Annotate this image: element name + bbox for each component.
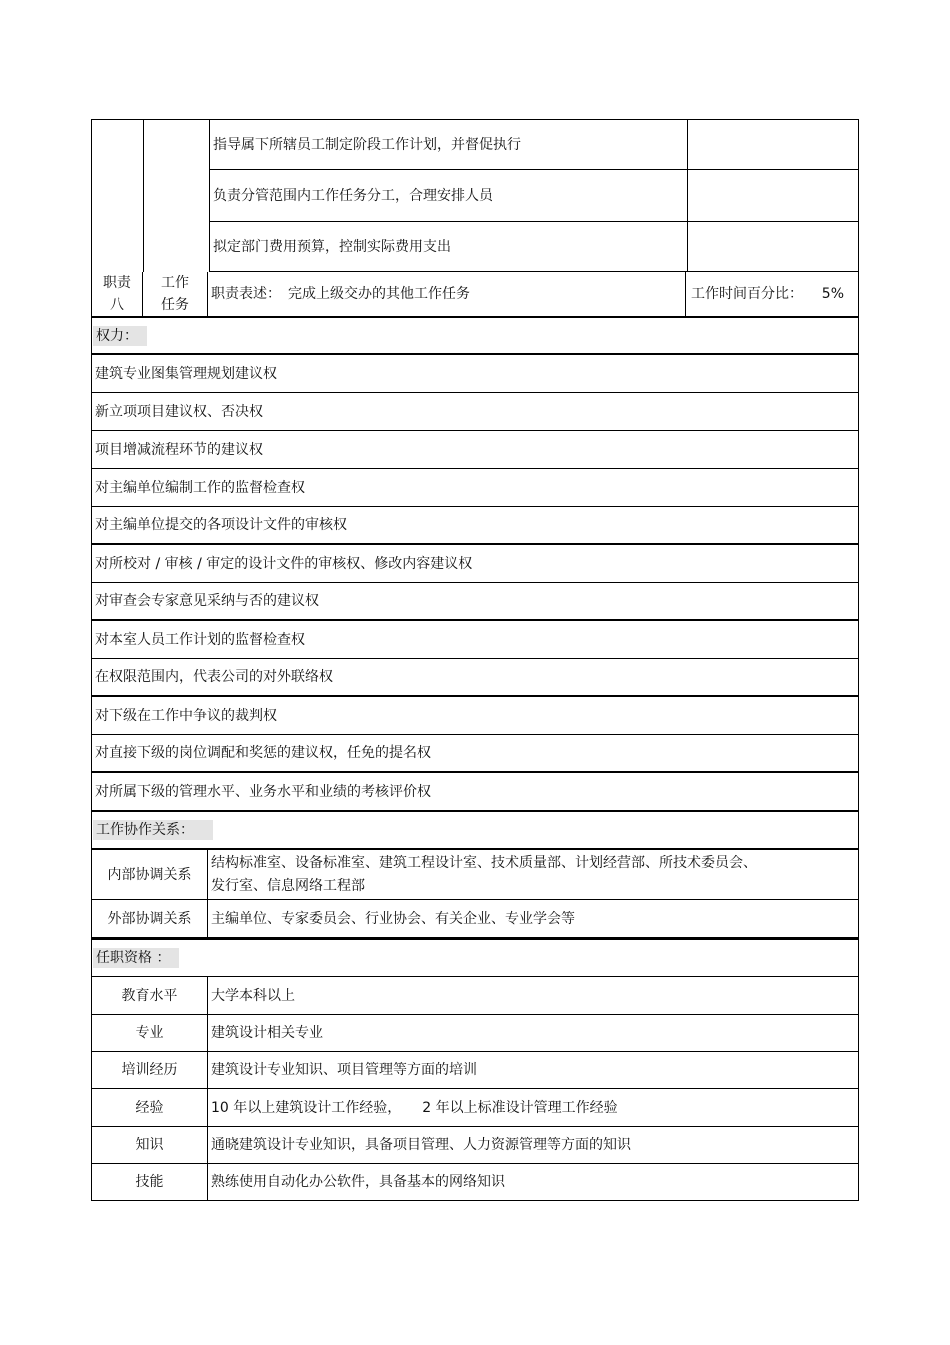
authority-row (92, 735, 858, 773)
authority-row (92, 393, 858, 431)
qualification-value: 大学本科以上 (211, 987, 295, 1004)
duty-8-task-label (143, 272, 208, 316)
authority-item: 建筑专业图集管理规划建议权 (95, 365, 277, 382)
qualification-label: 专业 (92, 1015, 208, 1051)
job-description-document (91, 119, 859, 1201)
internal-relations-line2: 发行室、信息网络工程部 (211, 877, 365, 894)
qualification-label: 技能 (92, 1164, 208, 1200)
authority-item: 对下级在工作中争议的裁判权 (95, 707, 277, 724)
external-relations-row (92, 900, 858, 937)
duty-label-spacer (92, 120, 144, 272)
relations-table (91, 810, 859, 938)
qualification-value: 10 年以上建筑设计工作经验， 2 年以上标准设计管理工作经验 (211, 1099, 618, 1116)
authority-item: 对主编单位提交的各项设计文件的审核权 (95, 517, 347, 533)
qualification-row (92, 1089, 858, 1127)
qualification-value: 建筑设计专业知识、项目管理等方面的培训 (211, 1062, 477, 1078)
authority-row (92, 469, 858, 507)
task-row (210, 222, 858, 272)
authority-item: 对主编单位编制工作的监督检查权 (95, 479, 305, 496)
qualification-value: 熟练使用自动化办公软件，具备基本的网络知识 (211, 1174, 505, 1190)
authority-row (92, 507, 858, 545)
authority-row (92, 545, 858, 583)
duty-8-time (686, 272, 858, 316)
task-time (688, 222, 858, 271)
qualifications-table (91, 937, 859, 1201)
duty-8-label-line2: 八 (110, 297, 124, 313)
authority-row (92, 659, 858, 697)
task-label-spacer (144, 120, 210, 272)
qualification-row (92, 1015, 858, 1052)
task-text: 拟定部门费用预算，控制实际费用支出 (210, 222, 688, 271)
authority-item: 项目增减流程环节的建议权 (95, 441, 263, 458)
duty-8-task-line2: 任务 (161, 297, 189, 313)
authority-header (92, 318, 148, 353)
authority-row (92, 773, 858, 810)
internal-relations-row (92, 850, 858, 900)
qualification-value: 建筑设计相关专业 (211, 1025, 323, 1041)
authority-row (92, 355, 858, 393)
duty-8-label (92, 272, 143, 316)
task-text: 指导属下所辖员工制定阶段工作计划，并督促执行 (210, 120, 688, 169)
authority-row (92, 621, 858, 659)
task-time (688, 120, 858, 169)
duty-8-task-line1: 工作 (161, 275, 189, 291)
external-relations-value: 主编单位、专家委员会、行业协会、有关企业、专业学会等 (211, 910, 575, 927)
qualifications-header-text: 任职资格 ： (93, 948, 179, 968)
authority-item: 对直接下级的岗位调配和奖惩的建议权，任免的提名权 (95, 745, 431, 761)
task-row (210, 170, 858, 222)
qualifications-header (92, 940, 180, 976)
authority-row (92, 697, 858, 735)
authority-item: 在权限范围内，代表公司的对外联络权 (95, 669, 333, 685)
time-percent-value: 5% (821, 286, 844, 302)
authority-item: 对审查会专家意见采纳与否的建议权 (95, 593, 319, 609)
qualification-row (92, 1127, 858, 1164)
authority-item: 对本室人员工作计划的监督检查权 (95, 631, 305, 648)
qualification-label: 经验 (92, 1089, 208, 1126)
external-relations-label: 外部协调关系 (92, 900, 208, 937)
task-list (210, 120, 858, 272)
qualification-value: 通晓建筑设计专业知识，具备项目管理、人力资源管理等方面的知识 (211, 1137, 631, 1153)
qualification-row (92, 977, 858, 1015)
qualification-label: 培训经历 (92, 1052, 208, 1088)
qualification-label: 知识 (92, 1127, 208, 1163)
qualification-label: 教育水平 (92, 977, 208, 1014)
time-percent-label: 工作时间百分比： (691, 286, 803, 302)
relations-header (92, 812, 214, 848)
duty-8-label-line1: 职责 (103, 275, 131, 291)
authority-header-row (92, 318, 858, 355)
authority-item: 新立项项目建议权、否决权 (95, 403, 263, 420)
internal-relations-value (208, 850, 858, 899)
relations-header-row (92, 812, 858, 850)
qualification-row (92, 1052, 858, 1089)
internal-relations-label: 内部协调关系 (92, 850, 208, 899)
duties-table (91, 119, 859, 317)
authority-row (92, 583, 858, 621)
authority-item: 对所属下级的管理水平、业务水平和业绩的考核评价权 (95, 783, 431, 800)
authority-item: 对所校对 / 审核 / 审定的设计文件的审核权、修改内容建议权 (95, 555, 473, 572)
duty-task-group (92, 120, 858, 272)
qualification-row (92, 1164, 858, 1200)
relations-header-text: 工作协作关系： (93, 820, 213, 840)
task-time (688, 170, 858, 221)
authority-table (91, 316, 859, 811)
internal-relations-line1: 结构标准室、设备标准室、建筑工程设计室、技术质量部、计划经营部、所技术委员会、 (211, 854, 757, 871)
authority-row (92, 431, 858, 469)
duty-8-row (92, 272, 858, 316)
qualifications-header-row (92, 940, 858, 977)
task-text: 负责分管范围内工作任务分工，合理安排人员 (210, 170, 688, 221)
authority-header-text: 权力： (93, 326, 147, 346)
duty-8-description: 职责表述： 完成上级交办的其他工作任务 (208, 272, 686, 316)
task-row (210, 120, 858, 170)
